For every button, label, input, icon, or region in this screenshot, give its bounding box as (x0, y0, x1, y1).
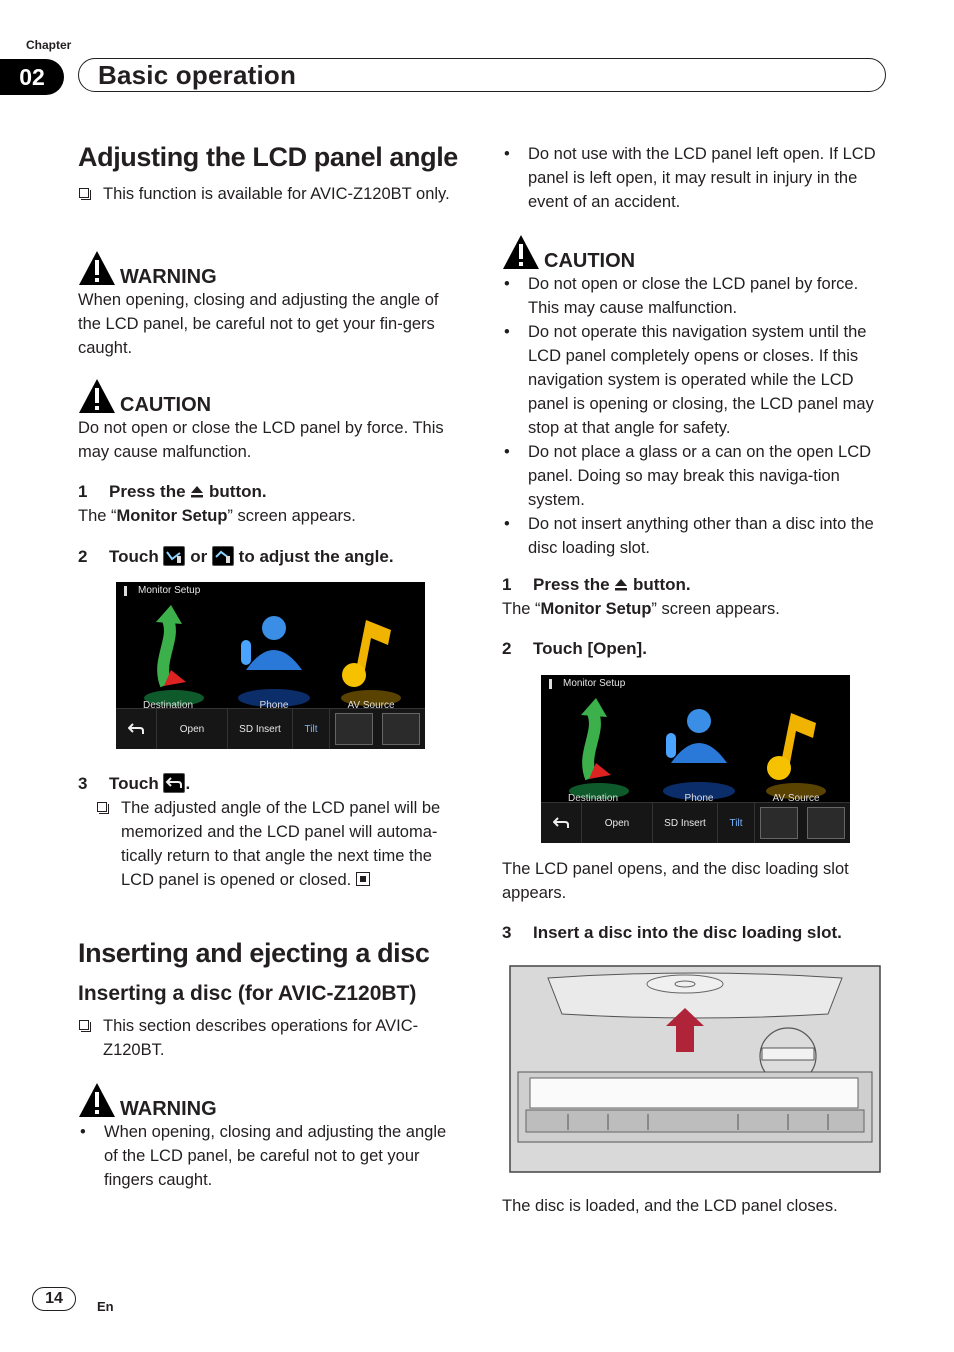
warning-title: WARNING (120, 266, 217, 288)
language-label: En (97, 1299, 114, 1314)
note-text: This function is available for AVIC-Z120BT only. (103, 185, 450, 203)
tilt-down-button[interactable] (330, 709, 378, 749)
step-1-result-right (502, 597, 780, 621)
tilt-label: Tilt (293, 709, 330, 749)
warning-block (78, 250, 464, 360)
tilt-down-icon (163, 546, 185, 566)
step-2-left (78, 545, 394, 569)
step-number: 1 (502, 575, 512, 594)
caution-title: CAUTION (544, 250, 636, 272)
av-source-label: AV Source (772, 793, 820, 801)
caution-bullet: • Do not open or close the LCD panel by force. This may cause malfunction. (502, 272, 884, 320)
bullet-item: • Do not use with the LCD panel left open. If LCD panel is left open, it may result in injury in the event of an accident. (502, 142, 882, 214)
note-memorized-angle (96, 796, 462, 892)
step-3-right (502, 921, 842, 945)
warning-triangle-icon (78, 1082, 116, 1118)
warning-bullet: • When opening, closing and adjusting the angle of the LCD panel, be careful not to get your fingers caught. (78, 1120, 464, 1192)
caution-bullet: • Do not place a glass or a can on the open LCD panel. Doing so may break this naviga-tion system. (502, 440, 884, 512)
monitor-setup-label: Monitor Setup (540, 600, 652, 618)
screen-title: Monitor Setup (541, 675, 850, 693)
final-text: The disc is loaded, and the LCD panel closes. (502, 1197, 838, 1215)
caution-title: CAUTION (120, 394, 212, 416)
note-text: The adjusted angle of the LCD panel will be memorized and the LCD panel will automa-tically return to that angle the next time the LCD panel is opened or closed. (121, 799, 441, 889)
tilt-label: Tilt (718, 803, 755, 843)
step-1-right (502, 573, 691, 597)
eject-icon (190, 485, 204, 498)
back-icon (163, 773, 185, 793)
caution-triangle-icon (502, 234, 540, 270)
step-text: Insert a disc into the disc loading slot. (533, 923, 842, 942)
result-text: The “ (502, 600, 541, 618)
step-number: 1 (78, 482, 88, 501)
step-1-result-left (78, 504, 356, 528)
step-text: or (190, 547, 208, 566)
chapter-label: Chapter (26, 38, 72, 52)
note-text: This section describes operations for AVIC-Z120BT. (103, 1017, 419, 1059)
step-text: Touch [Open]. (533, 639, 647, 658)
section-title-lcd-angle: Adjusting the LCD panel angle (78, 142, 458, 172)
caution-bullet: • Do not insert anything other than a disc into the disc loading slot. (502, 512, 884, 560)
step-2-right (502, 637, 647, 661)
step-text: button. (633, 575, 691, 594)
back-button[interactable] (116, 709, 157, 749)
step-number: 2 (78, 547, 88, 566)
step-text: to adjust the angle. (238, 547, 394, 566)
note-icon (79, 188, 89, 198)
step-number: 2 (502, 639, 512, 658)
step-number: 3 (78, 774, 88, 793)
step-text: Press the (533, 575, 610, 594)
open-button[interactable]: Open (157, 709, 228, 749)
note-avic (78, 1014, 462, 1062)
av-source-label: AV Source (347, 700, 395, 708)
step-1-left (78, 480, 267, 504)
screen-icons (116, 600, 425, 708)
warning-title: WARNING (120, 1098, 217, 1120)
monitor-setup-label: Monitor Setup (116, 507, 228, 525)
section-title-disc: Inserting and ejecting a disc (78, 938, 430, 968)
caution-text: Do not open or close the LCD panel by force. This may cause malfunction. (78, 419, 444, 461)
chapter-number: 02 (0, 59, 64, 95)
end-mark-icon (356, 872, 370, 886)
note-icon (79, 1020, 89, 1030)
screen-title: Monitor Setup (116, 582, 425, 600)
tilt-down-button[interactable] (755, 803, 803, 843)
screen-menu-bar (116, 708, 425, 749)
caution-bullet: • Do not operate this navigation system until the LCD panel completely opens or closes. If this navigation system is operated while the LCD panel is opening or closing, the LCD panel may stop at that angle for safety. (502, 320, 884, 440)
result-text: ” screen appears. (227, 507, 356, 525)
sd-insert-button[interactable]: SD Insert (228, 709, 293, 749)
caution-block (78, 378, 464, 464)
subsection-title: Inserting a disc (for AVIC-Z120BT) (78, 982, 417, 1005)
sd-insert-button[interactable]: SD Insert (653, 803, 718, 843)
note-availability (78, 182, 462, 206)
open-button[interactable]: Open (582, 803, 653, 843)
monitor-setup-screenshot-right (541, 675, 850, 843)
page-number: 14 (32, 1287, 76, 1311)
back-button[interactable] (541, 803, 582, 843)
result-text: ” screen appears. (651, 600, 780, 618)
caution-triangle-icon (78, 378, 116, 414)
after-open-text: The LCD panel opens, and the disc loading slot appears. (502, 860, 849, 902)
result-text: The “ (78, 507, 117, 525)
destination-label: Destination (567, 793, 619, 801)
eject-icon (614, 578, 628, 591)
warning-text: When opening, closing and adjusting the angle of the LCD panel, be careful not to get your fin-gers caught. (78, 291, 439, 357)
screen-menu-bar (541, 802, 850, 843)
tilt-up-button[interactable] (803, 803, 849, 843)
step-text: Touch (109, 547, 159, 566)
disc-slot-illustration (508, 964, 882, 1176)
phone-label: Phone (259, 700, 289, 708)
step-text: Press the (109, 482, 186, 501)
caution-block-right (502, 234, 884, 560)
step-text: . (185, 774, 191, 793)
tilt-up-icon (212, 546, 234, 566)
monitor-setup-screenshot-left (116, 582, 425, 749)
note-icon (97, 802, 107, 812)
step-number: 3 (502, 923, 512, 942)
phone-label: Phone (684, 793, 714, 801)
step-text: button. (209, 482, 267, 501)
step-3-left (78, 772, 190, 796)
step-text: Touch (109, 774, 159, 793)
warning-triangle-icon (78, 250, 116, 286)
destination-label: Destination (142, 700, 194, 708)
chapter-title: Basic operation (98, 60, 297, 90)
bullet-list-top (502, 142, 882, 214)
screen-icons (541, 693, 850, 801)
warning-block-2 (78, 1082, 464, 1192)
tilt-up-button[interactable] (378, 709, 424, 749)
